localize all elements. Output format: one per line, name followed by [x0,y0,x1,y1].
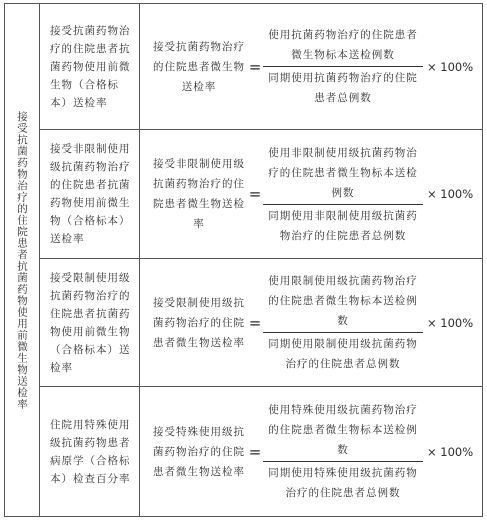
row-3-denominator: 同期使用限制使用级抗菌药物治疗的住院患者总例数 [268,338,418,370]
row-3-formula-lhs: 接受限制使用级抗菌药物治疗的住院患者微生物送检率 [153,296,245,349]
row-4-formula [141,387,482,516]
row-4-numerator: 使用特殊使用级抗菌药物治疗的住院患者微生物标本送检例数 [268,404,418,456]
row-2-equals-sign: = [248,185,262,203]
row-1-numerator: 使用抗菌药物治疗的住院患者微生物标本送检例数 [268,29,418,61]
row-4-formula-lhs: 接受特殊使用级抗菌药物治疗的住院患者微生物送检率 [153,425,245,478]
row-4-indicator-name: 住院用特殊使用级抗菌药物患者病原学（合格标本）检查百分率 [40,387,140,516]
document-table [4,3,483,517]
row-3-equals-sign: = [248,313,262,332]
row-3-formula [141,259,482,386]
row-3-fraction [263,271,423,374]
row-4-fraction [263,400,423,503]
row-2-formula-lhs: 接受非限制使用级抗菌药物治疗的住院患者微生物送检率 [153,158,245,230]
row-4-equals-sign: = [248,442,262,461]
row-2-multiplier: × 100% [427,187,474,201]
row-1-fraction-bar [263,66,423,67]
row-1-denominator: 同期使用抗菌药物治疗的住院患者总例数 [268,72,418,104]
row-2-denominator: 同期使用非限制使用级抗菌药物治疗的住院患者总例数 [268,209,418,242]
row-2-numerator: 使用非限制使用级抗菌药物治疗的住院患者微生物标本送检例数 [268,146,418,199]
row-2-indicator-name: 接受非限制使用级抗菌药物治疗的住院患者抗菌药物使用前微生物（合格标本）送检率 [40,130,140,258]
side-category-cell [5,4,40,516]
row-4-denominator: 同期使用特殊使用级抗菌药物治疗的住院患者总例数 [268,467,418,499]
table-row-1 [40,4,482,130]
side-category-label: 接受抗菌药物治疗的住院患者抗菌药物使用前微生物送检率 [16,110,28,410]
row-1-formula [141,4,482,129]
table-frame [4,3,483,517]
table-row-4 [40,387,482,516]
row-1-formula-lhs: 接受抗菌药物治疗的住院患者微生物送检率 [153,40,245,93]
row-3-indicator-name: 接受限制使用级抗菌药物治疗的住院患者抗菌药物使用前微生物（合格标本）送检率 [40,259,140,386]
table-row-3 [40,259,482,387]
table-row-2 [40,130,482,259]
row-4-multiplier: × 100% [427,444,474,459]
row-1-indicator-name: 接受抗菌药物治疗的住院患者抗菌药物使用前微生物（合格标本）送检率 [40,4,140,129]
row-1-fraction [263,25,423,108]
row-1-equals-sign: = [248,57,262,76]
row-3-multiplier: × 100% [427,315,474,330]
row-1-multiplier: × 100% [427,59,474,74]
row-2-formula [141,130,482,258]
row-2-fraction [263,143,423,246]
row-2-fraction-bar [263,204,423,205]
row-3-fraction-bar [263,332,423,333]
row-3-numerator: 使用限制使用级抗菌药物治疗的住院患者微生物标本送检例数 [268,275,418,327]
row-4-fraction-bar [263,461,423,462]
